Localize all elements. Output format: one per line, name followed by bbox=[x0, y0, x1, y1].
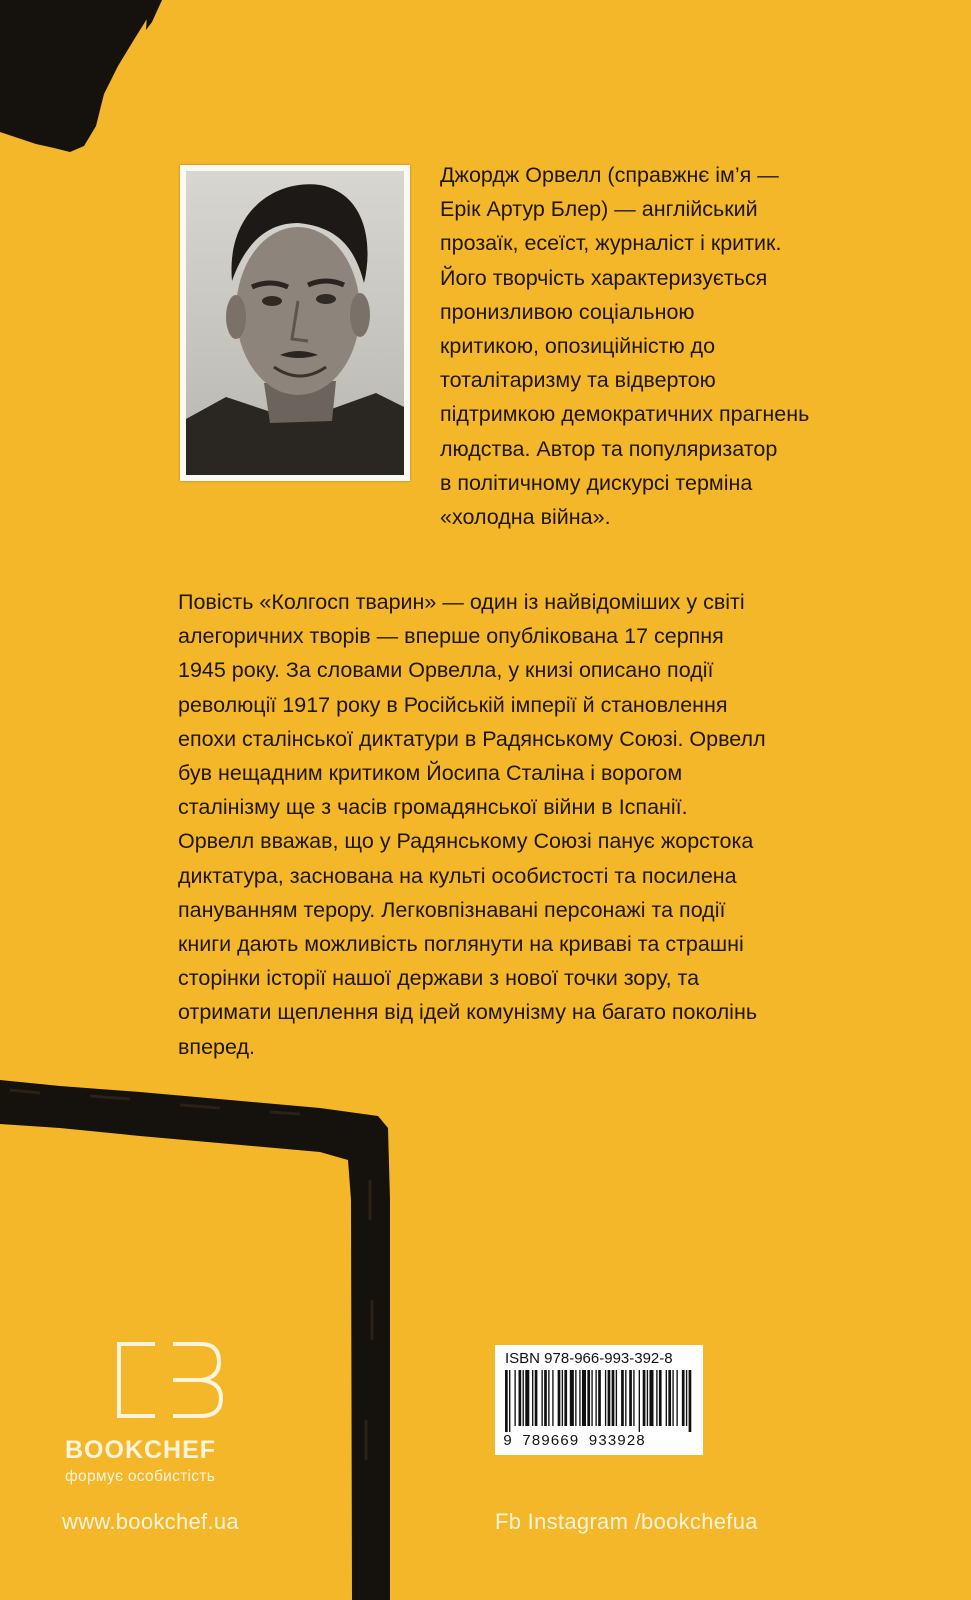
barcode-bar bbox=[605, 1370, 606, 1426]
barcode-bar bbox=[598, 1370, 601, 1426]
barcode-bar bbox=[672, 1370, 673, 1426]
barcode-bar bbox=[552, 1370, 553, 1426]
barcode-bar bbox=[649, 1370, 653, 1426]
barcode-bar bbox=[558, 1370, 561, 1426]
book-description-text: Повість «Колгосп тварин» — один із найвідоміших у світі алегоричних творів — вперше опублікована 17 серпня 1945 року. За словами Орвелла, у книзі описано події революції 1917 року в Російській імперії й становлення епохи сталінської диктатури в Радянському Союзі. Орвелл був нещадним критиком Йосипа Сталіна і ворогом сталінізму ще з часів громадянської війни в Іспанії. Орвелл вважав, що у Радянському Союзі панує жорстока диктатура, заснована на культі особистості та посилена пануванням терору. Легковпізнавані персонажі та події книги дають можливість поглянути на криваві та страшні сторінки історії нашої держави з нової точки зору, та отримати щеплення від ідей комунізму на багато поколінь вперед. bbox=[178, 590, 766, 1059]
barcode-bar bbox=[639, 1370, 640, 1432]
author-bio bbox=[440, 158, 920, 534]
barcode-bar bbox=[514, 1370, 515, 1426]
barcode-bar bbox=[564, 1370, 567, 1426]
barcode-bar bbox=[643, 1370, 646, 1426]
barcode-bar bbox=[523, 1370, 524, 1426]
barcode-bar bbox=[519, 1370, 522, 1426]
barcode-bar bbox=[647, 1370, 648, 1426]
barcode-bar bbox=[591, 1370, 592, 1426]
barcode-bar bbox=[509, 1370, 510, 1432]
barcode-bar bbox=[548, 1370, 549, 1426]
publisher-tagline: формує особистість bbox=[65, 1468, 216, 1485]
barcode-bar bbox=[666, 1370, 667, 1426]
social-links[interactable]: Fb Instagram /bookchefua bbox=[495, 1509, 758, 1534]
isbn-digits: 9 789669 933928 bbox=[503, 1433, 646, 1450]
barcode-bar bbox=[562, 1370, 563, 1426]
barcode-bar bbox=[535, 1370, 538, 1426]
barcode-bar bbox=[582, 1370, 586, 1426]
top-brush-shape bbox=[0, 0, 158, 152]
barcode-bar bbox=[570, 1370, 574, 1426]
barcode-bar bbox=[686, 1370, 687, 1426]
barcode-bar bbox=[625, 1370, 626, 1426]
barcode-bar bbox=[505, 1370, 508, 1432]
barcode-bar bbox=[689, 1370, 692, 1432]
barcode-bar bbox=[532, 1370, 533, 1426]
publisher-website[interactable]: www.bookchef.ua bbox=[62, 1509, 239, 1534]
author-bio-text: Джордж Орвелл (справжнє ім’я — Ерік Артур Блер) — англійський прозаїк, есеїст, журналіст і критик. Його творчість характеризується пронизливою соціальною критикою, опозиційністю до тоталітаризму та відвертою підтримкою демократичних прагнень людства. Автор та популяризатор в політичному дискурсі терміна «холодна війна». bbox=[440, 163, 810, 530]
barcode-bar bbox=[595, 1370, 596, 1426]
book-description bbox=[178, 585, 918, 1064]
barcode-bar bbox=[682, 1370, 685, 1426]
bookchef-logo-icon bbox=[115, 1340, 225, 1420]
barcode-bar bbox=[656, 1370, 657, 1426]
publisher-name: BOOKCHEF bbox=[65, 1436, 217, 1464]
barcode-bar bbox=[587, 1370, 590, 1426]
barcode-bar bbox=[608, 1370, 611, 1426]
barcode-bar bbox=[525, 1370, 529, 1426]
barcode-bar bbox=[676, 1370, 677, 1426]
barcode-bar bbox=[668, 1370, 671, 1426]
barcode-bar bbox=[621, 1370, 624, 1426]
isbn-label: ISBN 978-966-993-392-8 bbox=[505, 1350, 673, 1367]
barcode-bar bbox=[659, 1370, 662, 1426]
top-brush-tip bbox=[146, 0, 162, 30]
barcode-bar bbox=[544, 1370, 547, 1426]
barcode-bar bbox=[575, 1370, 576, 1426]
barcode-bar bbox=[579, 1370, 580, 1426]
isbn-barcode-box bbox=[495, 1345, 703, 1455]
barcode-icon bbox=[501, 1370, 697, 1432]
barcode-bar bbox=[616, 1370, 617, 1426]
barcode-bar bbox=[629, 1370, 632, 1426]
barcode-bar bbox=[612, 1370, 615, 1426]
author-photo bbox=[180, 165, 410, 481]
barcode-bar bbox=[541, 1370, 542, 1426]
author-portrait-icon bbox=[186, 171, 404, 475]
barcode-bar bbox=[633, 1370, 634, 1426]
